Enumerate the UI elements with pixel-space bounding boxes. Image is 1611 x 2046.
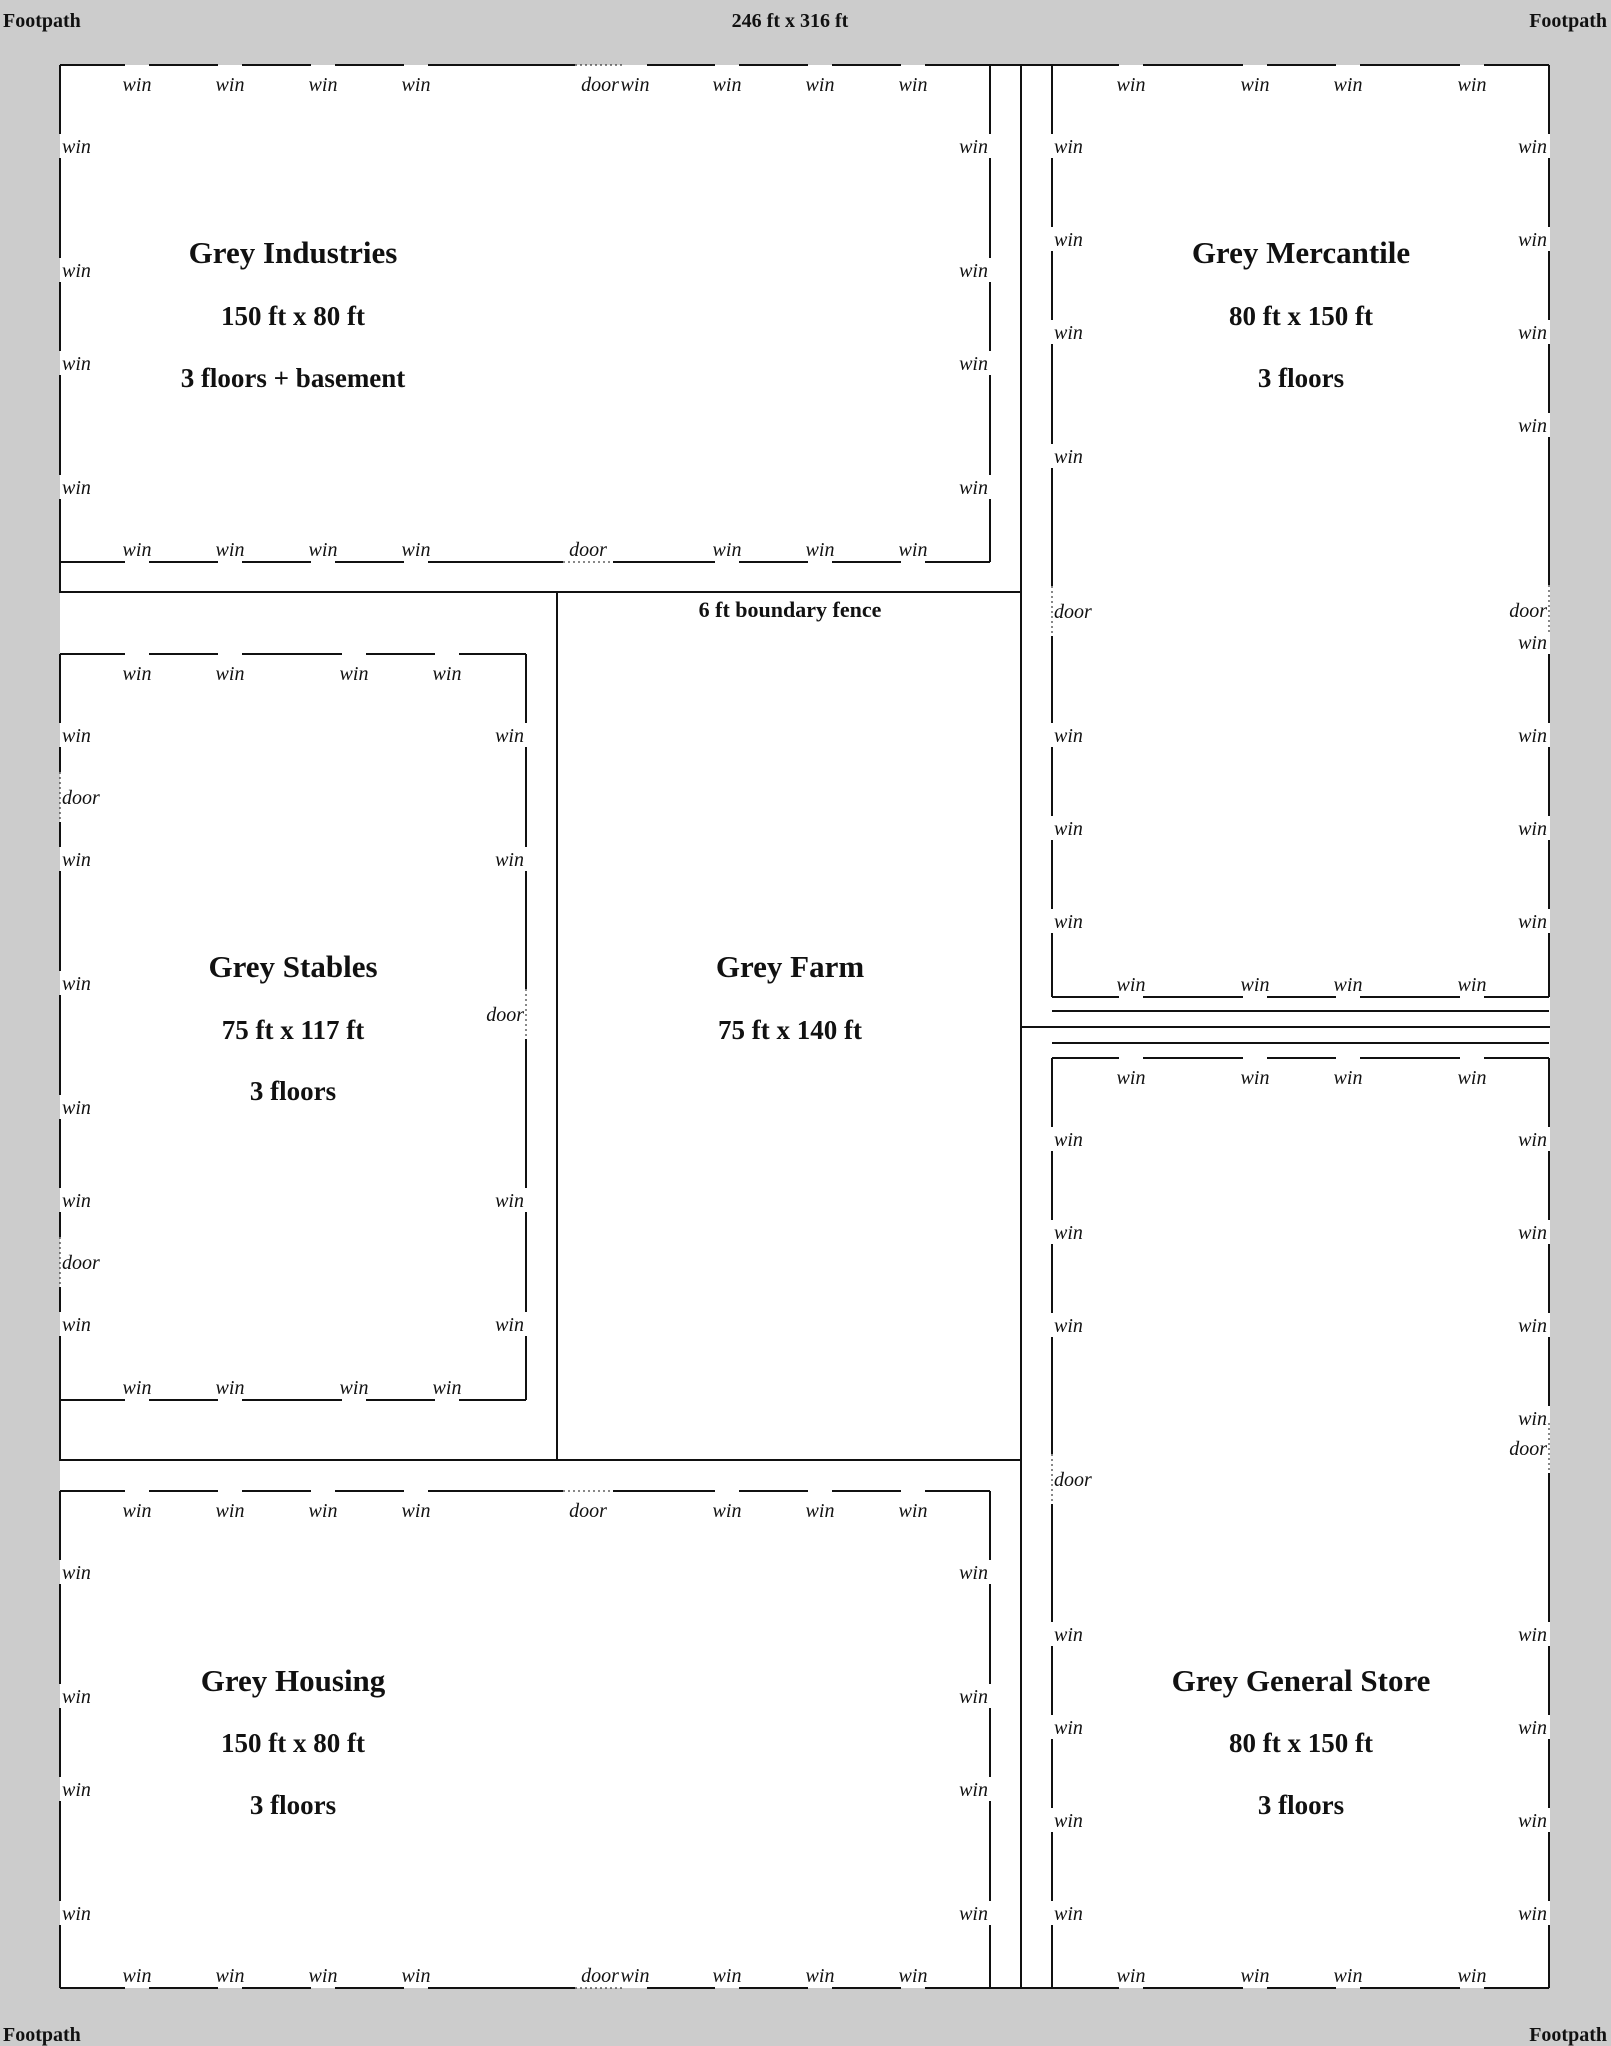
window-label: win xyxy=(308,1500,338,1522)
window-label: win xyxy=(1054,136,1083,158)
door-label: door xyxy=(486,1004,524,1026)
window-label: win xyxy=(215,1965,245,1987)
window-label: win xyxy=(805,1965,835,1987)
door-label: door xyxy=(62,1252,100,1274)
building-name: Grey Housing xyxy=(200,1663,386,1698)
window-label: win xyxy=(1054,911,1083,933)
window-label: win xyxy=(62,973,91,995)
door-label: door xyxy=(1054,601,1092,623)
window-label: win xyxy=(215,539,245,561)
window-label: win xyxy=(1518,1222,1547,1244)
door-label: door xyxy=(1054,1469,1092,1491)
window-label: win xyxy=(308,74,338,96)
window-label: win xyxy=(62,1779,91,1801)
window-label: win xyxy=(62,1903,91,1925)
window-label: win xyxy=(215,1377,245,1399)
window-label: win xyxy=(308,539,338,561)
window-label: win xyxy=(215,663,245,685)
window-label: win xyxy=(1518,1717,1547,1739)
window-label: win xyxy=(62,477,91,499)
window-label: win xyxy=(1054,818,1083,840)
window-label: win xyxy=(1518,229,1547,251)
window-label: win xyxy=(1518,911,1547,933)
window-label: win xyxy=(401,1965,431,1987)
window-label: win xyxy=(62,1190,91,1212)
window-label: win xyxy=(1518,725,1547,747)
window-label: win xyxy=(712,1965,742,1987)
window-label: win xyxy=(1054,229,1083,251)
window-label: win xyxy=(1054,1624,1083,1646)
window-label: win xyxy=(215,74,245,96)
window-label: win xyxy=(1240,74,1270,96)
window-label: win xyxy=(1457,74,1487,96)
window-label: win xyxy=(1116,974,1146,996)
window-label: win xyxy=(1054,1129,1083,1151)
window-label: win xyxy=(620,74,650,96)
window-label: win xyxy=(959,260,988,282)
footpath-label-bottom-right: Footpath xyxy=(1529,2024,1607,2046)
window-label: win xyxy=(1457,974,1487,996)
window-label: win xyxy=(1054,1222,1083,1244)
window-label: win xyxy=(1054,1717,1083,1739)
window-label: win xyxy=(62,1562,91,1584)
window-label: win xyxy=(215,1500,245,1522)
window-label: win xyxy=(712,74,742,96)
farm-size: 75 ft x 140 ft xyxy=(718,1015,862,1045)
window-label: win xyxy=(308,1965,338,1987)
window-label: win xyxy=(1054,1315,1083,1337)
building-floors: 3 floors xyxy=(1257,1790,1345,1820)
window-label: win xyxy=(401,539,431,561)
fence-label: 6 ft boundary fence xyxy=(698,597,882,622)
window-label: win xyxy=(122,1377,152,1399)
window-label: win xyxy=(1518,1624,1547,1646)
window-label: win xyxy=(495,849,524,871)
window-label: win xyxy=(432,663,462,685)
window-label: win xyxy=(805,539,835,561)
window-label: win xyxy=(401,1500,431,1522)
window-label: win xyxy=(122,663,152,685)
footpath-label-top-right: Footpath xyxy=(1529,10,1607,32)
building-size: 75 ft x 117 ft xyxy=(221,1015,365,1045)
building-size: 150 ft x 80 ft xyxy=(221,1728,365,1758)
window-label: win xyxy=(898,74,928,96)
building-size: 80 ft x 150 ft xyxy=(1229,1728,1373,1758)
building-name: Grey Stables xyxy=(208,949,378,984)
window-label: win xyxy=(401,74,431,96)
window-label: win xyxy=(122,1500,152,1522)
window-label: win xyxy=(432,1377,462,1399)
window-label: win xyxy=(959,1779,988,1801)
door-label: door xyxy=(62,787,100,809)
building-name: Grey General Store xyxy=(1171,1663,1431,1698)
window-label: win xyxy=(959,1903,988,1925)
window-label: win xyxy=(495,1314,524,1336)
window-label: win xyxy=(122,74,152,96)
window-label: win xyxy=(1240,1965,1270,1987)
window-label: win xyxy=(898,1500,928,1522)
door-label: door xyxy=(1509,600,1547,622)
window-label: win xyxy=(339,663,369,685)
window-label: win xyxy=(805,74,835,96)
window-label: win xyxy=(620,1965,650,1987)
building-floors: 3 floors + basement xyxy=(180,363,406,393)
window-label: win xyxy=(1054,322,1083,344)
window-label: win xyxy=(495,725,524,747)
building-size: 150 ft x 80 ft xyxy=(221,301,365,331)
window-label: win xyxy=(959,1686,988,1708)
window-label: win xyxy=(1054,446,1083,468)
window-label: win xyxy=(62,260,91,282)
window-label: win xyxy=(959,1562,988,1584)
window-label: win xyxy=(1333,974,1363,996)
building-floors: 3 floors xyxy=(249,1076,337,1106)
window-label: win xyxy=(1240,974,1270,996)
building-floors: 3 floors xyxy=(249,1790,337,1820)
window-label: win xyxy=(1518,818,1547,840)
window-label: win xyxy=(1116,1067,1146,1089)
window-label: win xyxy=(1054,1903,1083,1925)
window-label: win xyxy=(1054,1810,1083,1832)
window-label: win xyxy=(1457,1067,1487,1089)
building-floors: 3 floors xyxy=(1257,363,1345,393)
footpath-label-bottom-left: Footpath xyxy=(3,2024,81,2046)
window-label: win xyxy=(712,539,742,561)
window-label: win xyxy=(898,539,928,561)
window-label: win xyxy=(62,849,91,871)
window-label: win xyxy=(1333,1965,1363,1987)
window-label: win xyxy=(1518,1810,1547,1832)
window-label: win xyxy=(1518,1129,1547,1151)
door-label: door xyxy=(569,539,607,561)
window-label: win xyxy=(122,539,152,561)
window-label: win xyxy=(1518,415,1547,437)
window-label: win xyxy=(712,1500,742,1522)
window-label: win xyxy=(1240,1067,1270,1089)
door-label: door xyxy=(569,1500,607,1522)
window-label: win xyxy=(1518,632,1547,654)
window-label: win xyxy=(1518,1408,1547,1430)
farm-name: Grey Farm xyxy=(715,949,865,984)
window-label: win xyxy=(62,1314,91,1336)
window-label: win xyxy=(62,136,91,158)
door-label: door xyxy=(1509,1438,1547,1460)
window-label: win xyxy=(1518,1903,1547,1925)
building-size: 80 ft x 150 ft xyxy=(1229,301,1373,331)
window-label: win xyxy=(1333,1067,1363,1089)
window-label: win xyxy=(959,353,988,375)
window-label: win xyxy=(62,725,91,747)
window-label: win xyxy=(1333,74,1363,96)
building-name: Grey Mercantile xyxy=(1191,235,1411,270)
window-label: win xyxy=(495,1190,524,1212)
window-label: win xyxy=(1116,74,1146,96)
window-label: win xyxy=(1518,1315,1547,1337)
window-label: win xyxy=(959,136,988,158)
plot-dimensions: 246 ft x 316 ft xyxy=(731,10,849,32)
door-label: door xyxy=(581,1965,619,1987)
window-label: win xyxy=(898,1965,928,1987)
window-label: win xyxy=(805,1500,835,1522)
building-name: Grey Industries xyxy=(188,235,398,270)
window-label: win xyxy=(62,1686,91,1708)
window-label: win xyxy=(1054,725,1083,747)
window-label: win xyxy=(339,1377,369,1399)
window-label: win xyxy=(122,1965,152,1987)
window-label: win xyxy=(1457,1965,1487,1987)
footpath-label-top-left: Footpath xyxy=(3,10,81,32)
window-label: win xyxy=(1518,322,1547,344)
window-label: win xyxy=(62,1097,91,1119)
door-label: door xyxy=(581,74,619,96)
window-label: win xyxy=(1518,136,1547,158)
window-label: win xyxy=(62,353,91,375)
window-label: win xyxy=(959,477,988,499)
window-label: win xyxy=(1116,1965,1146,1987)
